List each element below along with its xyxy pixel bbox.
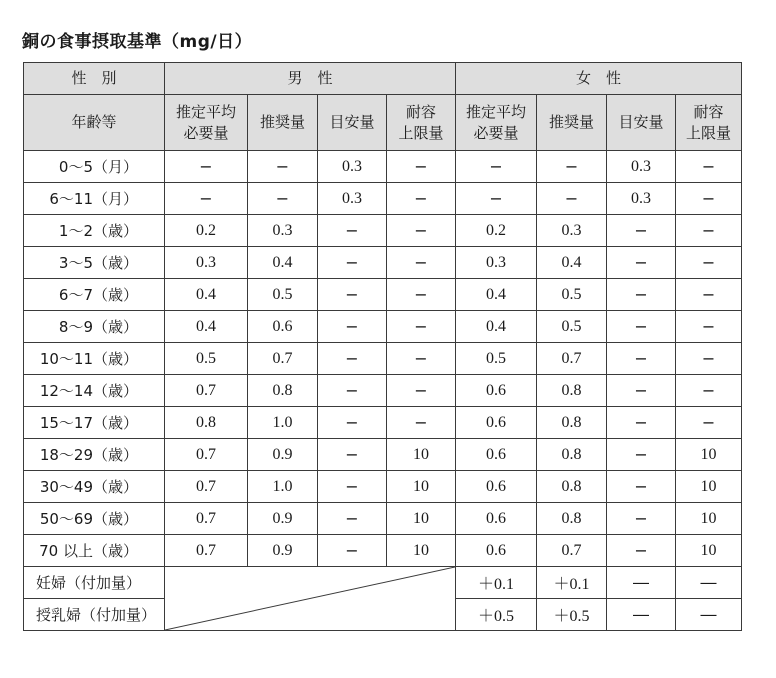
value-cell-f-ai: − xyxy=(607,503,676,535)
value-cell-f-ul: − xyxy=(676,311,742,343)
value-cell-m-ul: 10 xyxy=(387,439,456,471)
value-cell-m-ai: − xyxy=(318,215,387,247)
value-cell-m-ai: − xyxy=(318,375,387,407)
value-cell-m-ul: − xyxy=(387,215,456,247)
value-cell-m-ear: − xyxy=(165,183,248,215)
value-cell-m-ul: 10 xyxy=(387,471,456,503)
value-cell-f-ul: 10 xyxy=(676,439,742,471)
value-cell-f-ear: 0.6 xyxy=(456,535,537,567)
value-cell-f-ai: − xyxy=(607,247,676,279)
age-cell: 30～49（歳） xyxy=(24,471,165,503)
ear-header-line2: 必要量 xyxy=(473,123,519,142)
value-cell-m-ul: − xyxy=(387,279,456,311)
value-cell-m-ai: − xyxy=(318,311,387,343)
value-cell-f-ul: − xyxy=(676,183,742,215)
age-header: 年齢等 xyxy=(24,95,165,151)
female-ul-header xyxy=(676,95,742,151)
value-cell-m-rda: − xyxy=(248,183,318,215)
header-row-columns xyxy=(24,95,742,151)
value-cell-f-ai: − xyxy=(607,471,676,503)
copper-intake-table xyxy=(23,62,742,631)
value-cell-f-ul: − xyxy=(676,407,742,439)
table-row xyxy=(24,535,742,567)
value-cell-f-ul: − xyxy=(676,247,742,279)
age-cell: 3～5（歳） xyxy=(24,247,165,279)
value-cell-m-ai: − xyxy=(318,503,387,535)
value-cell-m-ai: 0.3 xyxy=(318,151,387,183)
value-cell-f-rda: 0.7 xyxy=(537,535,607,567)
age-cell: 15～17（歳） xyxy=(24,407,165,439)
value-cell-m-ul: − xyxy=(387,343,456,375)
value-cell-f-ear: 0.3 xyxy=(456,247,537,279)
value-cell-m-rda: 0.3 xyxy=(248,215,318,247)
age-cell: 1～2（歳） xyxy=(24,215,165,247)
value-cell-m-ear: − xyxy=(165,151,248,183)
female-header: 女 性 xyxy=(456,63,742,95)
value-cell-f-ai: 0.3 xyxy=(607,183,676,215)
value-cell-f-ear: 0.6 xyxy=(456,471,537,503)
value-cell-f-rda: 0.8 xyxy=(537,407,607,439)
value-cell-m-ul: 10 xyxy=(387,535,456,567)
value-cell-m-rda: 0.6 xyxy=(248,311,318,343)
value-cell-f-ai: 0.3 xyxy=(607,151,676,183)
age-cell: 12～14（歳） xyxy=(24,375,165,407)
ul-header-line1: 耐容 xyxy=(406,102,437,121)
table-row xyxy=(24,471,742,503)
table-row xyxy=(24,279,742,311)
value-cell-f-ai: − xyxy=(607,439,676,471)
female-ear-header xyxy=(456,95,537,151)
value-cell-f-ear: − xyxy=(456,183,537,215)
value-cell-f-ai: − xyxy=(607,311,676,343)
value-cell-m-ear: 0.7 xyxy=(165,471,248,503)
ul-header-line1: 耐容 xyxy=(693,102,724,121)
value-cell-m-rda: − xyxy=(248,151,318,183)
value-cell-m-rda: 0.4 xyxy=(248,247,318,279)
value-cell-f-ul: 10 xyxy=(676,503,742,535)
value-cell-f-ear: ＋0.1 xyxy=(456,567,537,599)
female-rda-header: 推奨量 xyxy=(537,95,607,151)
sex-header: 性 別 xyxy=(24,63,165,95)
value-cell-f-rda: ＋0.1 xyxy=(537,567,607,599)
value-cell-m-ul: − xyxy=(387,407,456,439)
value-cell-m-rda: 0.7 xyxy=(248,343,318,375)
value-cell-f-ul: ― xyxy=(676,567,742,599)
table-row xyxy=(24,375,742,407)
value-cell-m-ul: − xyxy=(387,375,456,407)
value-cell-m-ai: − xyxy=(318,407,387,439)
value-cell-f-rda: 0.4 xyxy=(537,247,607,279)
value-cell-m-rda: 1.0 xyxy=(248,471,318,503)
value-cell-f-ai: ― xyxy=(607,567,676,599)
value-cell-m-ear: 0.7 xyxy=(165,503,248,535)
value-cell-f-ai: − xyxy=(607,535,676,567)
value-cell-m-ai: − xyxy=(318,535,387,567)
value-cell-m-ear: 0.7 xyxy=(165,375,248,407)
value-cell-f-ear: 0.4 xyxy=(456,311,537,343)
table-row xyxy=(24,503,742,535)
male-ai-header: 目安量 xyxy=(318,95,387,151)
male-not-applicable-cell xyxy=(165,567,456,631)
value-cell-f-ai: − xyxy=(607,407,676,439)
value-cell-m-rda: 0.9 xyxy=(248,503,318,535)
value-cell-m-ai: − xyxy=(318,343,387,375)
value-cell-m-ear: 0.3 xyxy=(165,247,248,279)
table-row xyxy=(24,439,742,471)
value-cell-f-ear: − xyxy=(456,151,537,183)
value-cell-m-ul: − xyxy=(387,183,456,215)
value-cell-f-ul: 10 xyxy=(676,535,742,567)
value-cell-f-ai: − xyxy=(607,279,676,311)
value-cell-m-ear: 0.4 xyxy=(165,311,248,343)
table-row xyxy=(24,151,742,183)
table-row xyxy=(24,407,742,439)
table-row xyxy=(24,247,742,279)
female-ai-header: 目安量 xyxy=(607,95,676,151)
value-cell-m-ai: − xyxy=(318,439,387,471)
age-cell: 50～69（歳） xyxy=(24,503,165,535)
value-cell-f-rda: 0.7 xyxy=(537,343,607,375)
value-cell-f-ear: 0.4 xyxy=(456,279,537,311)
diagonal-line xyxy=(165,567,455,630)
value-cell-f-rda: − xyxy=(537,151,607,183)
table-row-special xyxy=(24,567,742,599)
value-cell-f-rda: 0.5 xyxy=(537,279,607,311)
value-cell-f-ai: − xyxy=(607,215,676,247)
value-cell-m-ear: 0.7 xyxy=(165,535,248,567)
value-cell-f-rda: 0.8 xyxy=(537,375,607,407)
age-cell: 6～11（月） xyxy=(24,183,165,215)
value-cell-f-ai: ― xyxy=(607,599,676,631)
table-body xyxy=(24,151,742,631)
value-cell-m-ul: − xyxy=(387,311,456,343)
male-header: 男 性 xyxy=(165,63,456,95)
value-cell-m-ul: − xyxy=(387,151,456,183)
value-cell-m-rda: 0.5 xyxy=(248,279,318,311)
value-cell-m-rda: 1.0 xyxy=(248,407,318,439)
ul-header-line2: 上限量 xyxy=(398,123,444,142)
value-cell-m-ai: 0.3 xyxy=(318,183,387,215)
header-row-sex xyxy=(24,63,742,95)
value-cell-f-ear: 0.6 xyxy=(456,375,537,407)
ear-header-line1: 推定平均 xyxy=(175,102,236,121)
ear-header-line1: 推定平均 xyxy=(466,102,527,121)
value-cell-m-rda: 0.9 xyxy=(248,439,318,471)
value-cell-m-ai: − xyxy=(318,247,387,279)
value-cell-f-ul: − xyxy=(676,343,742,375)
age-cell: 8～9（歳） xyxy=(24,311,165,343)
value-cell-f-ul: − xyxy=(676,151,742,183)
age-cell: 10～11（歳） xyxy=(24,343,165,375)
value-cell-m-ear: 0.7 xyxy=(165,439,248,471)
table-row xyxy=(24,215,742,247)
age-cell: 70 以上（歳） xyxy=(24,535,165,567)
value-cell-f-rda: ＋0.5 xyxy=(537,599,607,631)
table-row xyxy=(24,343,742,375)
value-cell-f-rda: − xyxy=(537,183,607,215)
value-cell-m-rda: 0.9 xyxy=(248,535,318,567)
value-cell-m-ear: 0.2 xyxy=(165,215,248,247)
age-cell: 6～7（歳） xyxy=(24,279,165,311)
page-title: 銅の食事摂取基準（mg/日） xyxy=(22,32,253,52)
value-cell-f-rda: 0.3 xyxy=(537,215,607,247)
value-cell-f-ul: ― xyxy=(676,599,742,631)
age-cell: 0～5（月） xyxy=(24,151,165,183)
table-header xyxy=(24,63,742,151)
value-cell-m-ear: 0.4 xyxy=(165,279,248,311)
value-cell-f-ul: − xyxy=(676,279,742,311)
age-cell: 18～29（歳） xyxy=(24,439,165,471)
value-cell-m-rda: 0.8 xyxy=(248,375,318,407)
value-cell-f-ear: ＋0.5 xyxy=(456,599,537,631)
value-cell-f-ai: − xyxy=(607,343,676,375)
ul-header-line2: 上限量 xyxy=(686,123,732,142)
value-cell-f-ear: 0.6 xyxy=(456,503,537,535)
value-cell-f-rda: 0.8 xyxy=(537,471,607,503)
value-cell-f-ul: − xyxy=(676,375,742,407)
value-cell-m-ul: − xyxy=(387,247,456,279)
value-cell-m-ai: − xyxy=(318,471,387,503)
value-cell-f-ear: 0.5 xyxy=(456,343,537,375)
diagonal-strike xyxy=(165,567,455,630)
value-cell-f-ear: 0.6 xyxy=(456,407,537,439)
value-cell-f-ear: 0.2 xyxy=(456,215,537,247)
value-cell-f-ai: − xyxy=(607,375,676,407)
value-cell-f-rda: 0.8 xyxy=(537,439,607,471)
male-ear-header xyxy=(165,95,248,151)
special-label-cell: 妊婦（付加量） xyxy=(24,567,165,599)
male-ul-header xyxy=(387,95,456,151)
value-cell-f-rda: 0.5 xyxy=(537,311,607,343)
ear-header-line2: 必要量 xyxy=(183,123,229,142)
value-cell-f-ear: 0.6 xyxy=(456,439,537,471)
special-label-cell: 授乳婦（付加量） xyxy=(24,599,165,631)
value-cell-m-ul: 10 xyxy=(387,503,456,535)
value-cell-f-ul: − xyxy=(676,215,742,247)
value-cell-m-ear: 0.5 xyxy=(165,343,248,375)
value-cell-m-ai: − xyxy=(318,279,387,311)
male-rda-header: 推奨量 xyxy=(248,95,318,151)
value-cell-m-ear: 0.8 xyxy=(165,407,248,439)
table-row xyxy=(24,183,742,215)
value-cell-f-ul: 10 xyxy=(676,471,742,503)
table-row xyxy=(24,311,742,343)
value-cell-f-rda: 0.8 xyxy=(537,503,607,535)
